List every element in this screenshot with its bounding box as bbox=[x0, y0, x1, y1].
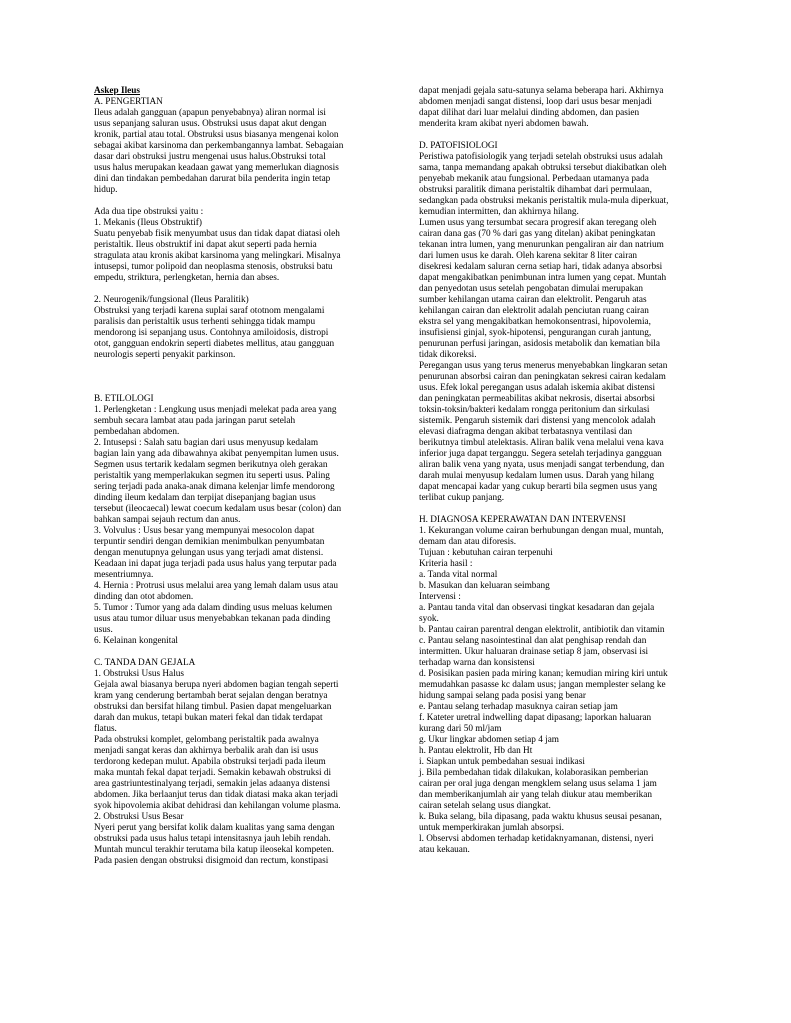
left-column bbox=[94, 86, 416, 867]
section-neurogenik: 2. Neurogenik/fungsional (Ileus Paralitik) Obstruksi yang terjadi karena suplai saraf ototnom mengalami paralisis dan peristaltik usus terhenti sehingga tidak mampu mendorong isi sepanjang usus. Contohnya amiloidosis, distropi otot, gangguan endokrin seperti diabetes mellitus, atau gangguan neurologis seperti penyakit parkinson. bbox=[94, 295, 335, 360]
section-tanda-gejala: C. TANDA DAN GEJALA 1. Obstruksi Usus Halus Gejala awal biasanya berupa nyeri abdomen bagian tengah seperti kram yang cenderung bertambah berat sejalan dengan beratnya obstruksi dan bersifat hilang timbul. Pasien dapat mengeluarkan darah dan mukus, tetapi bukan materi fekal dan tidak terdapat flatus. Pada obstruksi komplet, gelombang peristaltik pada awalnya menjadi sangat keras dan akhirnya berbalik arah dan isi usus terdorong kedepan mulut. Apabila obstruksi terjadi pada ileum maka muntah fekal dapat terjadi. Semakin kebawah obstruksi di area gastriuntestinalyang terjadi, semakin jelas adaanya distensi abdomen. Jika berlaanjut terus dan tidak diatasi maka akan terjadi syok hipovolemia akibat dehidrasi dan kehilangan volume plasma. 2. Obstruksi Usus Besar Nyeri perut yang bersifat kolik dalam kualitas yang sama dengan obstruksi pada usus halus tetapi intensitasnya jauh lebih rendah. Muntah muncul terakhir terutama bila katup ileosekal kompeten. Pada pasien dengan obstruksi disigmoid dan rectum, konstipasi bbox=[94, 658, 341, 866]
right-column bbox=[419, 86, 741, 856]
paragraph-continuation: dapat menjadi gejala satu-satunya selama beberapa hari. Akhirnya abdomen menjadi sangat distensi, loop dari usus besar menjadi dapat dilihat dari luar melalui dinding abdomen, dan pasien menderita kram akibat nyeri abdomen bawah. bbox=[419, 86, 664, 129]
section-diagnosa-intervensi: H. DIAGNOSA KEPERAWATAN DAN INTERVENSI 1. Kekurangan volume cairan berhubungan dengan mual, muntah, demam dan atau diforesis. Tujuan : kebutuhan cairan terpenuhi Kriteria hasil : a. Tanda vital normal b. Masukan dan keluaran seimbang Intervensi : a. Pantau tanda vital dan observasi tingkat kesadaran dan gejala syok. b. Pantau cairan parentral dengan elektrolit, antibiotik dan vitamin c. Pantau selang nasointestinal dan alat penghisap rendah dan intermitten. Ukur haluaran drainase setiap 8 jam, observasi isi terhadap warna dan konsistensi d. Posisikan pasien pada miring kanan; kemudian miring kiri untuk memudahkan pasasse kc dalam usus; jangan memplester selang ke hidung sampai selang pada posisi yang benar e. Pantau selang terhadap masuknya cairan setiap jam f. Kateter uretral indwelling dapat dipasang; laporkan haluaran kurang dari 50 ml/jam g. Ukur lingkar abdomen setiap 4 jam h. Pantau elektrolit, Hb dan Ht i. Siapkan untuk pembedahan sesuai indikasi j. Bila pembedahan tidak dilakukan, kolaborasikan pemberian cairan per oral juga dengan mengklem selang usus selama 1 jam dan memberikanjumlah air yang telah diukur atau memberikan cairan setelah selang usus diangkat. k. Buka selang, bila dipasang, pada waktu khusus seusai pesanan, untuk memperkirakan jumlah absorpsi. l. Observsi abdomen terhadap ketidaknyamanan, distensi, nyeri atau kekauan. bbox=[419, 515, 668, 855]
section-patofisiologi: D. PATOFISIOLOGI Peristiwa patofisiologik yang terjadi setelah obstruksi usus adalah sama, tanpa memandang apakah obtruksi tersebut diakibatkan oleh penyebab mekanik atau fungsional. Perbedaan utamanya pada obstruksi paralitik dimana peristaltik dihambat dari permulaan, sedangkan pada obstruksi mekanis peristaltik mula-mula diperkuat, kemudian intermitten, dan akhirnya hilang. Lumen usus yang tersumbat secara progresif akan teregang oleh cairan dana gas (70 % dari gas yang ditelan) akibat peningkatan tekanan intra lumen, yang menurunkan pengaliran air dan natrium dari lumen usus ke darah. Oleh karena sekitar 8 liter cairan disekresi kedalam saluran cerna setiap hari, tidak adanya absorbsi dapat mengakibatkan penimbunan intra lumen yang cepat. Muntah dan penyedotan usus setelah pengobatan dimulai merupakan sumber kehilangan utama cairan dan elektrolit. Pengaruh atas kehilangan cairan dan elektrolit adalah penciutan ruang cairan ekstra sel yang mengakibatkan hemokonsentrasi, hipovolemia, insufisiensi ginjal, syok-hipotensi, pengurangan curah jantung, penurunan perfusi jaringan, asidosis metabolik dan kematian bila tidak dikoreksi. Peregangan usus yang terus menerus menyebabkan lingkaran setan penurunan absorbsi cairan dan peningkatan sekresi cairan kedalam usus. Efek lokal peregangan usus adalah iskemia akibat distensi dan peningkatan permeabilitas akibat nekrosis, disertai absorbsi toksin-toksin/bakteri kedalam rongga peritonium dan sirkulasi sistemik. Pengaruh sistemik dari distensi yang mencolok adalah elevasi diafragma dengan akibat terbatasnya ventilasi dan berikutnya timbul atelektasis. Aliran balik vena melalui vena kava inferior juga dapat terganggu. Segera setelah terjadinya gangguan aliran balik vena yang nyata, usus menjadi sangat terbendung, dan darah mulai menyusup kedalam lumen usus. Darah yang hilang dapat mencapai kadar yang cukup berarti bila segmen usus yang terlibat cukup panjang. bbox=[419, 141, 669, 503]
section-etiologi: B. ETILOLOGI 1. Perlengketan : Lengkung usus menjadi melekat pada area yang sembuh secara lambat atau pada jaringan parut setelah pembedahan abdomen. 2. Intusepsi : Salah satu bagian dari usus menyusup kedalam bagian lain yang ada dibawahnya akibat penyempitan lumen usus. Segmen usus tertarik kedalam segmen berikutnya oleh gerakan peristaltik yang memperlakukan segmen itu seperti usus. Paling sering terjadi pada anaka-anak dimana kelenjar limfe mendorong dinding ileum kedalam dan terpijat disepanjang bagian usus tersebut (ileocaecal) lewat coecum kedalam usus besar (colon) dan bahkan sampai sejauh rectum dan anus. 3. Volvulus : Usus besar yang mempunyai mesocolon dapat terpuntir sendiri dengan demikian menimbulkan penyumbatan dengan menutupnya gelungan usus yang terjadi amat distensi. Keadaan ini dapat juga terjadi pada usus halus yang terputar pada mesentriumnya. 4. Hernia : Protrusi usus melalui area yang lemah dalam usus atau dinding dan otot abdomen. 5. Tumor : Tumor yang ada dalam dinding usus meluas kelumen usus atau tumor diluar usus menyebabkan tekanan pada dinding usus. 6. Kelainan kongenital bbox=[94, 394, 342, 646]
document-title: Askep Ileus bbox=[94, 86, 141, 96]
section-tipe-obstruksi: Ada dua tipe obstruksi yaitu : 1. Mekanis (Ileus Obstruktif) Suatu penyebab fisik menyumbat usus dan tidak dapat diatasi oleh peristaltik. Ileus obstruktif ini dapat akut seperti pada hernia stragulata atau kronis akibat karsinoma yang melingkari. Misalnya intusepsi, tumor polipoid dan neoplasma stenosis, obstruksi batu empedu, striktura, perlengketan, hernia dan abses. bbox=[94, 207, 341, 283]
paragraph-pengertian: Ileus adalah gangguan (apapun penyebabnya) aliran normal isi usus sepanjang saluran usus. Obstruksi usus dapat akut dengan kronik, partial atau total. Obstruksi usus biasanya mengenai kolon sebagai akibat karsinoma dan perkembangannya lambat. Sebagaian dasar dari obstruksi justru mengenai usus halus.Obstruksi total usus halus merupakan keadaan gawat yang memerlukan diagnosis dini dan tindakan pembedahan darurat bila penderita ingin tetap hidup. bbox=[94, 108, 344, 195]
heading-pengertian: A. PENGERTIAN bbox=[94, 97, 163, 107]
